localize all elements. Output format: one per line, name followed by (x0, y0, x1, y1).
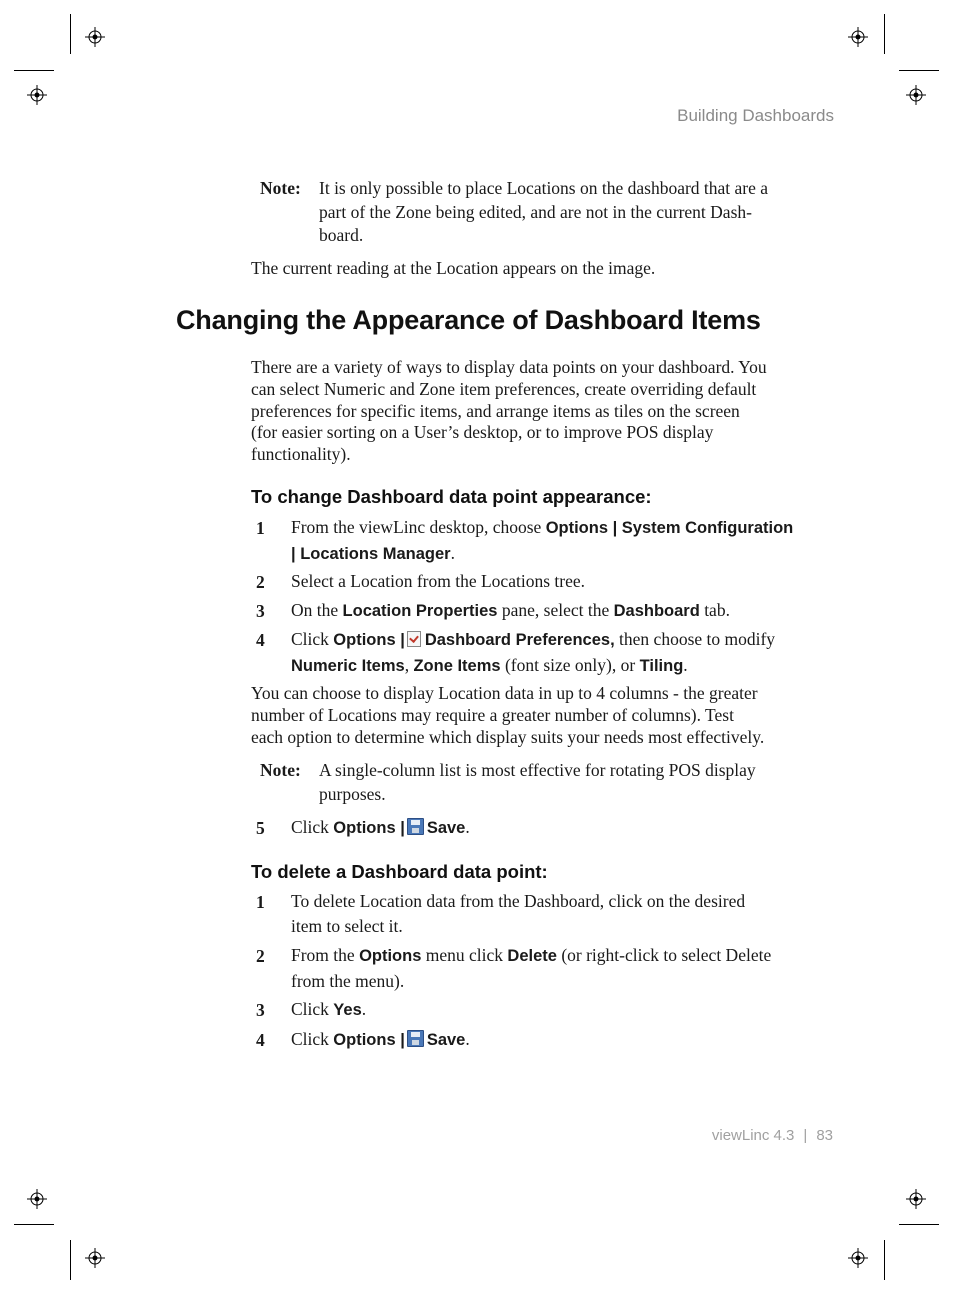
registration-mark-icon (85, 1248, 105, 1268)
step-text: item to select it. (291, 916, 403, 936)
procedure-step (256, 598, 836, 624)
step-number: 1 (256, 518, 265, 538)
registration-mark-icon (906, 85, 926, 105)
paragraph-line: functionality). (251, 444, 351, 465)
ui-label: Delete (507, 947, 557, 965)
footer-product: viewLinc 4.3 (711, 1127, 795, 1144)
ui-label: Location Properties (342, 602, 498, 620)
intro-paragraph (251, 357, 837, 466)
step-text-part: Click (291, 817, 334, 837)
step-text: Select a Location from the Locations tree. (291, 571, 585, 591)
save-icon (407, 1030, 424, 1047)
ui-label: Numeric Items (291, 657, 405, 675)
registration-mark-icon (848, 1248, 868, 1268)
procedure-step (256, 815, 836, 841)
step-text-part: . (465, 1029, 470, 1049)
procedure-step (256, 515, 836, 567)
step-text-part: tab. (699, 600, 730, 620)
step-text: To delete Location data from the Dashboard, click on the desired (291, 891, 746, 911)
procedure-heading: To change Dashboard data point appearance: (251, 486, 652, 507)
note-line: It is only possible to place Locations on the dashboard that are a (319, 178, 769, 198)
step-number: 3 (256, 601, 265, 621)
page-footer (712, 1127, 833, 1144)
note-line: board. (319, 225, 364, 245)
crop-line (884, 14, 885, 54)
save-icon (407, 818, 424, 835)
dashboard-preferences-icon (407, 631, 421, 647)
crop-line (899, 70, 939, 71)
step-text (291, 515, 836, 541)
menu-path: Options | (333, 1031, 405, 1049)
step-number: 4 (256, 1030, 265, 1050)
step-text (291, 627, 836, 653)
step-text (291, 997, 836, 1023)
step-text-part: . (683, 655, 688, 675)
step-text: from the menu). (291, 971, 405, 991)
paragraph-line: You can choose to display Location data in up to 4 columns - the greater (251, 683, 758, 703)
step-text (291, 653, 836, 679)
ui-label: Options (359, 947, 422, 965)
step-text-part: menu click (421, 945, 508, 965)
step-text-part: , (404, 655, 414, 675)
menu-path: Options | (333, 819, 405, 837)
step-text-part: pane, select the (497, 600, 614, 620)
step-text-part: Click (291, 1029, 334, 1049)
paragraph-line: (for easier sorting on a User’s desktop, or to improve POS display (251, 422, 714, 443)
note-label: Note: (260, 760, 301, 780)
crop-line (70, 14, 71, 54)
step-text (291, 541, 836, 567)
paragraph-line: preferences for specific items, and arrange items as tiles on the screen (251, 400, 740, 421)
paragraph-line: number of Locations may require a greater number of columns). Test (251, 704, 734, 725)
paragraph-line: each option to determine which display suits your needs most effectively. (251, 726, 765, 747)
registration-mark-icon (906, 1189, 926, 1209)
note-label: Note: (260, 178, 301, 198)
procedure-step (256, 569, 836, 594)
crop-line (14, 1224, 54, 1225)
paragraph-line: can select Numeric and Zone item preferences, create overriding default (251, 378, 757, 399)
paragraph-line: There are a variety of ways to display data points on your dashboard. You (251, 357, 767, 377)
procedure-step (256, 627, 836, 679)
step-text-part: Click (291, 999, 334, 1019)
step-number: 4 (256, 630, 265, 650)
registration-mark-icon (85, 27, 105, 47)
step-text-part: On the (291, 600, 343, 620)
page-number: 83 (816, 1127, 833, 1144)
step-number: 3 (256, 1000, 265, 1020)
step-number: 2 (256, 946, 265, 966)
crop-line (884, 1240, 885, 1280)
ui-label: Zone Items (413, 657, 501, 675)
section-heading: Changing the Appearance of Dashboard Items (176, 305, 761, 335)
step-text (291, 943, 836, 969)
step-text-part: From the viewLinc desktop, choose (291, 517, 546, 537)
step-number: 5 (256, 818, 265, 838)
step-number: 2 (256, 572, 265, 592)
crop-line (899, 1224, 939, 1225)
procedure-step (256, 889, 836, 939)
procedure-step (256, 943, 836, 994)
step-text-part: From the (291, 945, 360, 965)
step-text (291, 598, 836, 624)
ui-label: Tiling (639, 657, 684, 675)
menu-path: Options | (333, 631, 405, 649)
note-block (260, 759, 835, 806)
running-header: Building Dashboards (677, 106, 834, 125)
paragraph (251, 683, 837, 748)
note-line: purposes. (319, 783, 386, 804)
step-text (291, 1027, 836, 1053)
footer-separator: | (803, 1127, 808, 1144)
step-text-part: Click (291, 629, 334, 649)
step-number: 1 (256, 892, 265, 912)
note-line: part of the Zone being edited, and are not in the current Dash- (319, 201, 752, 222)
procedure-step (256, 997, 836, 1023)
note-line: A single-column list is most effective for rotating POS display (319, 760, 756, 780)
procedure-heading: To delete a Dashboard data point: (251, 861, 548, 882)
ui-label: Save (426, 1031, 466, 1049)
step-text (291, 815, 836, 841)
ui-label: Save (426, 819, 466, 837)
paragraph: The current reading at the Location appears on the image. (251, 258, 656, 278)
procedure-step (256, 1027, 836, 1053)
registration-mark-icon (848, 27, 868, 47)
ui-label: Dashboard (613, 602, 700, 620)
crop-line (70, 1240, 71, 1280)
note-block (260, 177, 835, 248)
registration-mark-icon (27, 1189, 47, 1209)
registration-mark-icon (27, 85, 47, 105)
step-text-part: (font size only), or (500, 655, 640, 675)
crop-line (14, 70, 54, 71)
menu-path: Options | System Configuration (545, 519, 794, 537)
step-text-part: . (465, 817, 470, 837)
step-text-part: (or right-click to select Delete (556, 945, 772, 965)
step-text-part: . (450, 543, 455, 563)
ui-label: Dashboard Preferences, (424, 631, 615, 649)
step-text-part: then choose to modify (614, 629, 776, 649)
step-text-part: . (361, 999, 367, 1019)
ui-label: Yes (333, 1001, 362, 1019)
menu-path: | Locations Manager (291, 545, 451, 563)
